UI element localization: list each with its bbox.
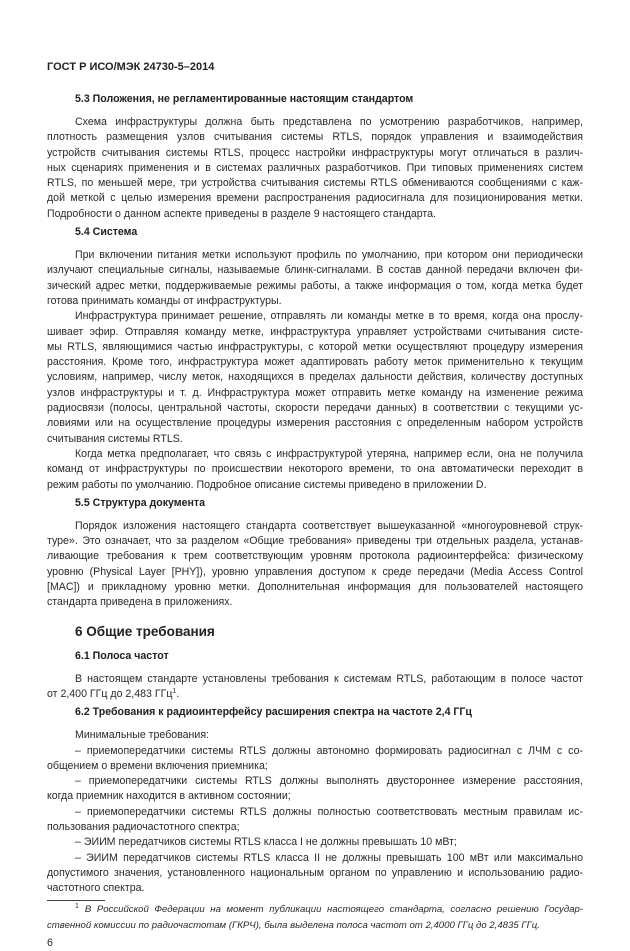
- text-line: считывания системы RTLS.: [47, 432, 183, 445]
- section-heading: 6 Общие требования: [75, 623, 215, 639]
- text-line: режим работы по умолчанию. Подробное описание системы приведено в приложении D.: [47, 478, 487, 491]
- text-segment: .: [176, 687, 180, 700]
- footnote-text: ственной комиссии по радиочастотам (ГКРЧ), была выделена полоса частот от 2,4000 ГГц до 2,4835 ГГц.: [47, 919, 540, 931]
- paragraph: [47, 248, 583, 309]
- text-line: – приемопередатчики системы RTLS должны автономно формировать радиосигнал с ЛЧМ с со-: [75, 744, 583, 757]
- text-segment: от 2,400 ГГц до 2,483 ГГц: [47, 687, 173, 700]
- text-line: излучают специальные сигналы, называемые блинк-сигналами. В состав данной передачи включен фи-: [47, 264, 583, 277]
- paragraph: [47, 447, 583, 493]
- document-body: [47, 92, 583, 896]
- document-page: [47, 60, 583, 951]
- text-line: – приемопередатчики системы RTLS должны выполнять двустороннее измерение расстояния,: [75, 775, 583, 788]
- text-line: расстояния. Кроме того, инфраструктура может адаптировать работу меток применительно к текущим: [47, 356, 583, 369]
- text-line: Инфраструктура принимает решение, отправлять ли команды метке в то время, когда она прослу-: [75, 310, 583, 323]
- text-line: допустимого значения, установленного национальным органом по управлению и использованию радио-: [47, 866, 583, 879]
- subsection-heading: 6.2 Требования к радиоинтерфейсу расширения спектра на частоте 2,4 ГГц: [75, 706, 472, 719]
- paragraph: [47, 851, 583, 897]
- text-line: частотного спектра.: [47, 882, 145, 895]
- text-line: мы RTLS, являющимися частью инфраструктуры, с которой метки осуществляют процедуру измерения: [47, 340, 583, 353]
- paragraph: [47, 115, 583, 222]
- paragraph: [47, 835, 583, 850]
- text-line: общением о времени включения приемника;: [47, 759, 268, 772]
- text-line: готова принимать команды от инфраструктуры.: [47, 294, 282, 307]
- text-line: – ЭИИМ передатчиков системы RTLS класса II не должны превышать 100 мВт или максимально: [75, 851, 583, 864]
- paragraph: [47, 744, 583, 775]
- text-line: ловиями или на осуществление процедуры измерения расстояния с определенным набором устройств: [47, 417, 583, 430]
- text-line: ных сценариях применения и в системах различных разработчиков. При типовых применениях систем: [47, 161, 583, 174]
- text-line: команд от инфраструктуры по происшествии некоторого времени, то она автоматически переходит в: [47, 463, 583, 476]
- subsection-heading: 5.4 Система: [75, 226, 138, 239]
- paragraph: [47, 805, 583, 836]
- subsection-heading: 6.1 Полоса частот: [75, 649, 169, 662]
- text-line: узлов инфраструктуры и т. д. Инфраструктура может отправить метке команду на изменение режима: [47, 386, 583, 399]
- text-line: – приемопередатчики системы RTLS должны полностью соответствовать местным правилам ис-: [75, 805, 583, 818]
- footnote-text: В Российской Федерации на момент публикации настоящего стандарта, согласно решению Государ-: [84, 904, 583, 916]
- text-line: пользования радиочастотного спектра;: [47, 820, 240, 833]
- footnote-line: [47, 902, 583, 918]
- text-line: зический адрес метки, поддерживаемые режимы работы, а также информация о том, когда метка будет: [47, 279, 583, 292]
- text-line: плотность размещения узлов считывания системы RTLS, порядок управления и взаимодействия: [47, 131, 583, 144]
- text-line: При включении питания метки используют профиль по умолчанию, при котором они периодически: [75, 249, 583, 262]
- text-line: когда приемник находится в активном состоянии;: [47, 790, 291, 803]
- text-line: уровню (Physical Layer [PHY]), уровню управления доступом к среде передачи (Media Access Control: [47, 565, 583, 578]
- text-line: устройств считывания системы RTLS, процесс настройки инфраструктуры могут отличаться в различ-: [47, 146, 583, 159]
- footnote-line: [47, 918, 583, 934]
- document-header: ГОСТ Р ИСО/МЭК 24730-5–2014: [47, 61, 215, 73]
- text-line: туре». Это означает, что за разделом «Общие требования» приведены три отдельных раздела, устанав-: [47, 535, 583, 548]
- text-line: [MAC]) и прикладному уровню метки. Дополнительная информация для пользователей настоящего: [47, 581, 583, 594]
- subsection-heading: 5.3 Положения, не регламентированные настоящим стандартом: [75, 93, 414, 105]
- footnote-mark: 1: [75, 903, 79, 911]
- text-line: Подробности о данном аспекте приведены в разделе 9 настоящего стандарта.: [47, 207, 436, 220]
- text-line: Схема инфраструктуры должна быть представлена по усмотрению разработчиков, например,: [75, 116, 583, 128]
- text-line: ливающие требования к трем соответствующим уровням протокола радиоинтерфейса: физическому: [47, 550, 583, 563]
- text-line: – ЭИИМ передатчиков системы RTLS класса I не должны превышать 10 мВт;: [75, 836, 457, 849]
- footnote-reference: 1: [172, 687, 177, 695]
- paragraph: [47, 728, 583, 743]
- page-number: 6: [47, 937, 53, 950]
- text-line: В настоящем стандарте установлены требования к системам RTLS, работающим в полосе частот: [75, 672, 583, 685]
- paragraph: [47, 519, 583, 611]
- text-line: условиям, например, числу меток, находящихся в пределах дальности действия, количеству доступных: [47, 371, 583, 384]
- text-line: дой меткой с целью измерения времени распространения радиосигнала для позиционирования метки.: [47, 192, 583, 205]
- text-line: шивает эфир. Отправляя команду метке, инфраструктура управляет устройствами считывания систе-: [47, 325, 583, 338]
- subsection-heading: 5.5 Структура документа: [75, 496, 206, 509]
- text-line: радиосвязи (полосы, центральной частоты, скорости передачи данных) в соответствии с текущими ус-: [47, 402, 583, 415]
- footnote: [47, 902, 583, 933]
- text-line: Минимальные требования:: [75, 729, 210, 742]
- text-line: Когда метка предполагает, что связь с инфраструктурой утеряна, например если, она не получила: [75, 447, 583, 460]
- text-line: стандарта приведена в приложениях.: [47, 596, 233, 609]
- paragraph: [47, 309, 583, 447]
- text-line: RTLS, по меньшей мере, три устройства считывания системы RTLS обмениваются сообщениями с каж-: [47, 177, 583, 190]
- text-line: Порядок изложения настоящего стандарта соответствует вышеуказанной «многоуровневой струк-: [75, 519, 583, 532]
- footnote-separator: [47, 900, 105, 901]
- text-line: [47, 687, 583, 702]
- paragraph: [47, 774, 583, 805]
- paragraph: [47, 672, 583, 703]
